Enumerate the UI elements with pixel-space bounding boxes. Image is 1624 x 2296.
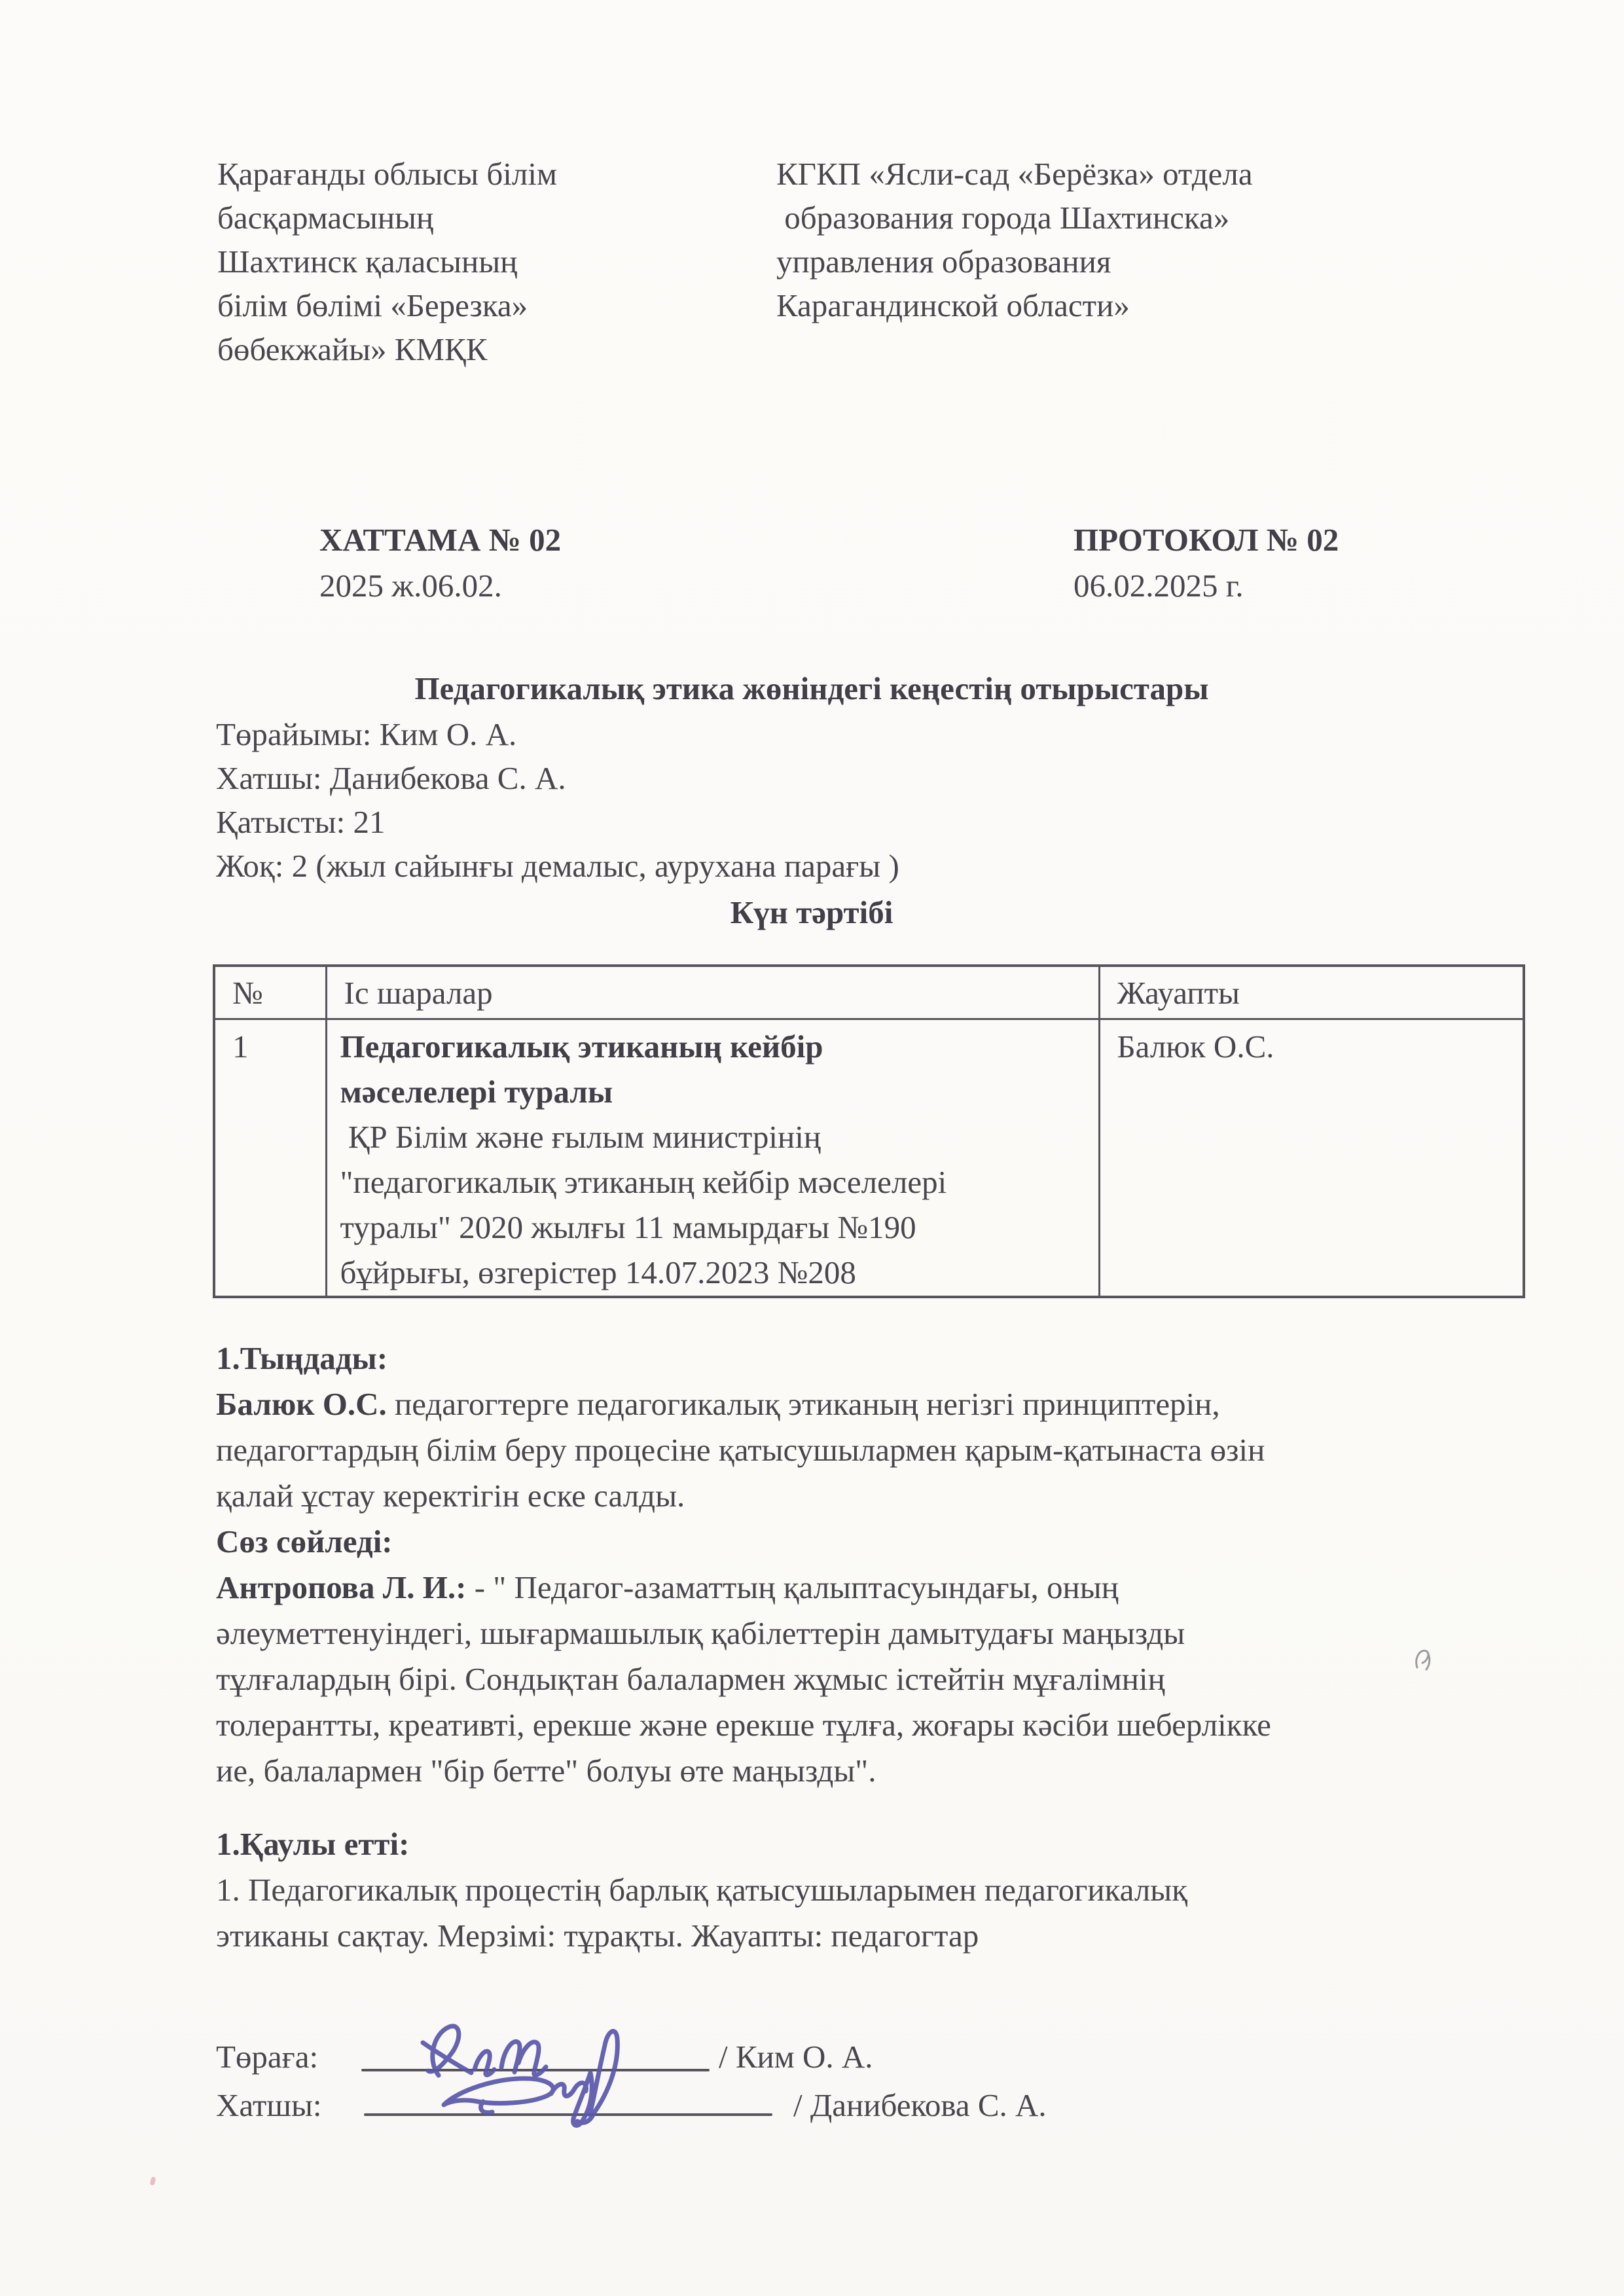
- meeting-secretary-line: Хатшы: Данибекова С. А.: [216, 760, 566, 796]
- org-kk-line: білім бөлімі «Березка»: [217, 287, 528, 323]
- agenda-item-title-line: Педагогикалық этиканың кейбір: [340, 1029, 823, 1065]
- org-ru-line: управления образования: [776, 244, 1111, 280]
- org-name-russian: [776, 152, 1253, 327]
- meeting-meta: [216, 712, 899, 888]
- agenda-item-detail-line: туралы" 2020 жылғы 11 мамырдағы №190: [340, 1209, 916, 1245]
- pen-smudge-mark: [1411, 1645, 1437, 1674]
- chair-signature-stroke: [501, 2041, 520, 2072]
- spoke-paragraph-line: толерантты, креативті, ерекше және ерекше тұлға, жоғары кәсіби шеберлікке: [216, 1707, 1271, 1743]
- org-ru-line: КГКП «Ясли-сад «Берёзка» отдела: [776, 156, 1253, 192]
- page-title: Педагогикалық этика жөніндегі кеңестің отырыстары: [414, 670, 1209, 706]
- spoke-paragraph-line: ие, балалармен "бір бетте" болуы өте маңызды".: [216, 1753, 876, 1789]
- protocol-number-kazakh: [319, 517, 561, 609]
- chair-signature-flourish: [577, 2032, 617, 2123]
- meeting-absent-line: Жоқ: 2 (жыл сайынғы демалыс, аурухана парағы ): [216, 848, 899, 884]
- protocol-body: [216, 1336, 1271, 1959]
- agenda-table-row: [214, 1019, 1524, 1298]
- agenda-heading: Күн тәртібі: [730, 894, 893, 930]
- heard-paragraph-line: Балюк О.С. педагогтерге педагогикалық этиканың негізгі принциптерін,: [216, 1386, 1220, 1422]
- org-kk-line: басқармасының: [217, 200, 434, 236]
- spoke-paragraph-line: Антропова Л. И.: - " Педагог-азаматтың қалыптасуындағы, оның: [216, 1569, 1119, 1605]
- agenda-item-detail-line: бұйрығы, өзгерістер 14.07.2023 №208: [340, 1254, 856, 1290]
- heard-speaker-name: Балюк О.С.: [216, 1386, 387, 1422]
- spoke-paragraph-line: тұлғалардың бірі. Сондықтан балалармен жұмыс істейтін мұғалімнің: [216, 1661, 1165, 1697]
- meeting-present-line: Қатысты: 21: [216, 804, 386, 840]
- protocol-number-russian: [1074, 517, 1339, 609]
- spoke-heading: Сөз сөйледі:: [216, 1523, 393, 1559]
- agenda-item-responsible: Балюк О.С.: [1099, 1019, 1524, 1298]
- scan-speck: [150, 2176, 156, 2185]
- org-kk-line: Қарағанды облысы білім: [217, 156, 557, 192]
- spoke-paragraph-line: әлеуметтенуіндегі, шығармашылық қабілеттерін дамытудағы маңызды: [216, 1615, 1185, 1651]
- agenda-item-number: 1: [214, 1019, 326, 1298]
- meeting-chair-line: Төрайымы: Ким О. А.: [216, 716, 517, 752]
- org-name-kazakh: [217, 152, 557, 371]
- column-header-number: №: [214, 966, 326, 1019]
- agenda-item-text: [326, 1019, 1099, 1298]
- spoke-speaker-name: Антропова Л. И.:: [216, 1569, 467, 1605]
- agenda-item-title-line: мәселелері туралы: [340, 1074, 613, 1110]
- org-ru-line: Карагандинской области»: [776, 287, 1130, 323]
- chair-signature-label: Төраға:: [216, 2039, 319, 2075]
- org-ru-line: образования города Шахтинска»: [776, 200, 1230, 236]
- org-kk-line: бөбекжайы» КМҚК: [217, 331, 488, 367]
- protocol-title-ru: ПРОТОКОЛ № 02: [1074, 522, 1339, 558]
- agenda-table-header-row: [214, 966, 1524, 1019]
- secretary-signature-label: Хатшы:: [216, 2087, 322, 2123]
- protocol-date-ru: 06.02.2025 г.: [1074, 568, 1244, 604]
- chair-signature-stroke: [475, 2051, 494, 2075]
- heard-paragraph-line: қалай ұстау керектігін еске салды.: [216, 1478, 685, 1514]
- heard-heading: 1.Тыңдады:: [216, 1340, 388, 1376]
- chair-printed-name: / Ким О. А.: [719, 2039, 873, 2075]
- chair-signature-stroke: [518, 2042, 546, 2075]
- agenda-item-detail-line: ҚР Білім және ғылым министрінің: [340, 1119, 821, 1155]
- chair-signature-stroke: [423, 2043, 471, 2073]
- decided-paragraph-line: 1. Педагогикалық процестің барлық қатысушыларымен педагогикалық: [216, 1872, 1188, 1908]
- secretary-signature-stroke: [444, 2079, 553, 2105]
- agenda-table: [213, 964, 1525, 1298]
- agenda-item-detail-line: "педагогикалық этиканың кейбір мәселелері: [340, 1164, 947, 1200]
- column-header-responsible: Жауапты: [1099, 966, 1524, 1019]
- column-header-items: Іс шаралар: [326, 966, 1099, 1019]
- decided-paragraph-line: этиканы сақтау. Мерзімі: тұрақты. Жауапты: педагогтар: [216, 1918, 979, 1954]
- heard-paragraph-line: педагогтардың білім беру процесіне қатысушылармен қарым-қатынаста өзін: [216, 1432, 1265, 1468]
- handwritten-signatures-ink: [340, 2002, 838, 2149]
- protocol-date-kk: 2025 ж.06.02.: [319, 568, 502, 604]
- secretary-printed-name: / Данибекова С. А.: [793, 2087, 1047, 2123]
- decided-heading: 1.Қаулы етті:: [216, 1826, 410, 1862]
- protocol-title-kk: ХАТТАМА № 02: [319, 522, 562, 558]
- org-kk-line: Шахтинск қаласының: [217, 244, 518, 280]
- section-gap: [216, 1794, 1271, 1821]
